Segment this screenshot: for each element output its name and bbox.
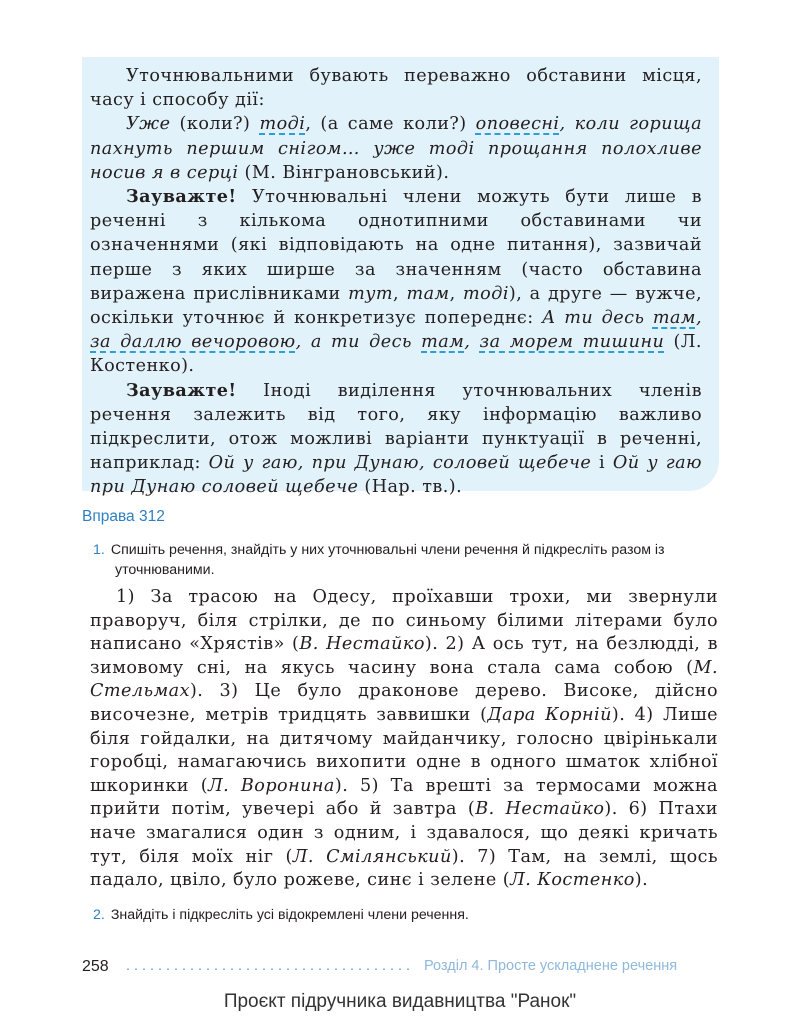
underlined-word: за даллю вечоровою bbox=[90, 332, 296, 353]
author-name: Л. Воронина bbox=[208, 775, 335, 796]
example-word: там bbox=[406, 283, 450, 304]
underlined-word: там bbox=[652, 308, 696, 329]
question-text: (коли?) bbox=[170, 114, 260, 135]
example-text: Ой у гаю при Дунаю соловей щебече bbox=[90, 453, 703, 498]
task-number: 1. bbox=[93, 542, 105, 558]
example-word: тоді bbox=[463, 283, 509, 304]
note-label: Зауважте! bbox=[126, 379, 237, 401]
sentence-text: ). 6) Птахи наче змагалися один з одним, і здавалося, що деякі кричать тут, біля моїх ніг ( bbox=[90, 799, 718, 867]
note-label: Зауважте! bbox=[126, 186, 237, 208]
example-author: (М. Вінграновський). bbox=[238, 162, 450, 183]
example-author: (Нар. тв.). bbox=[358, 477, 463, 498]
punct: , bbox=[393, 283, 407, 304]
author-name: Дара Корній bbox=[487, 704, 612, 725]
exercise-paragraph bbox=[90, 586, 718, 893]
task-text: Знайдіть і підкресліть усі відокремлені члени речення. bbox=[110, 907, 469, 923]
example-word: тут bbox=[348, 283, 394, 304]
sentence-text: ). 2) А ось тут, на безлюдді, в зимовому сні, на якусь часину вона стала сама собою ( bbox=[90, 634, 718, 678]
author-name: В. Нестайко bbox=[299, 634, 425, 655]
underlined-word: оповесні bbox=[475, 114, 560, 135]
rule-text-span: Уточнювальні члени можуть бути лише в реченні з кількома однотипними обставинами чи означеннями (які відповідають на одне питання), зазвичай перше з яких ширше за значенням (часто обставина виражена прислівниками bbox=[90, 187, 702, 304]
rule-paragraph-3 bbox=[90, 379, 702, 500]
author-name: В. Нестайко bbox=[475, 799, 605, 820]
rule-text-span: і bbox=[591, 453, 613, 474]
task-text: Спишіть речення, знайдіть у них уточнювальні члени речення й підкресліть разом із уточнюваними. bbox=[110, 542, 665, 578]
example-text: А ти десь bbox=[542, 308, 653, 329]
exercise-title: Вправа 312 bbox=[82, 508, 165, 525]
author-name: Л. Смілянський bbox=[292, 846, 452, 867]
exercise-text bbox=[90, 586, 718, 893]
example-text: , коли горища пахнуть першим снігом… уже тоді прощання полохливе носив я в серці bbox=[90, 114, 703, 183]
example-text: Ой у гаю, при Дунаю, соловей щебече bbox=[208, 453, 592, 474]
example-text: , а ти десь bbox=[295, 332, 422, 353]
sentence-text: ). 4) Лише біля гойдалки, на дитячому майданчику, голосно цвірінькали горобці, намагаючись вихопити одне в одного шматок хлібної шкоринки ( bbox=[90, 704, 718, 796]
sentence-text: 1) За трасою на Одесу, проїхавши трохи, ми звернули праворуч, біля стрілки, де по синьому білими літерами було написано «Хрястів» ( bbox=[90, 587, 718, 655]
underlined-word: тоді bbox=[259, 114, 306, 135]
rule-paragraph-1: Уточнювальними бувають переважно обставини місця, часу і способу дії: bbox=[90, 66, 702, 111]
example-author: (Л. Костенко). bbox=[90, 332, 702, 377]
sentence-text: ). 7) Там, на землі, щось падало, цвіло, було рожеве, синє і зелене ( bbox=[90, 846, 718, 891]
task-1 bbox=[93, 540, 720, 580]
example-text: , bbox=[695, 308, 702, 329]
author-name: Л. Костенко bbox=[510, 870, 635, 891]
sentence-text: ). bbox=[634, 870, 649, 891]
rule-paragraph-2 bbox=[90, 185, 702, 379]
example-word: Уже bbox=[126, 114, 171, 135]
rule-text-span: Іноді виділення уточнювальних членів речення залежить від того, яку інформацію важливо підкреслити, отож можливі варіанти пунктуації в реченні, наприклад: bbox=[90, 380, 702, 474]
punct: , bbox=[449, 283, 464, 304]
task-2 bbox=[93, 905, 720, 925]
author-name: М. Стельмах bbox=[90, 657, 718, 702]
task-number: 2. bbox=[93, 907, 105, 923]
page-number: 258 bbox=[82, 958, 109, 975]
underlined-word: за морем тишини bbox=[479, 332, 665, 353]
underlined-word: там bbox=[421, 332, 465, 353]
question-text: , (а саме коли?) bbox=[305, 114, 476, 135]
footer-dotted-divider bbox=[124, 968, 414, 970]
sentence-text: ). 3) Це було драконове дерево. Високе, дійсно височезне, метрів тридцять заввишки ( bbox=[90, 681, 718, 725]
publisher-watermark: Проєкт підручника видавництва "Ранок" bbox=[223, 991, 577, 1012]
chapter-title: Розділ 4. Просте ускладнене речення bbox=[424, 958, 678, 974]
example-text: , bbox=[464, 332, 480, 353]
sentence-text: ). 5) Та врешті за термосами можна прийти потім, увечері або й завтра ( bbox=[90, 775, 719, 820]
rule-text-span: ), а друге — вужче, оскільки уточнює й конкретизує попереднє: bbox=[90, 283, 702, 329]
rule-example bbox=[90, 112, 702, 185]
rule-text bbox=[90, 64, 702, 500]
